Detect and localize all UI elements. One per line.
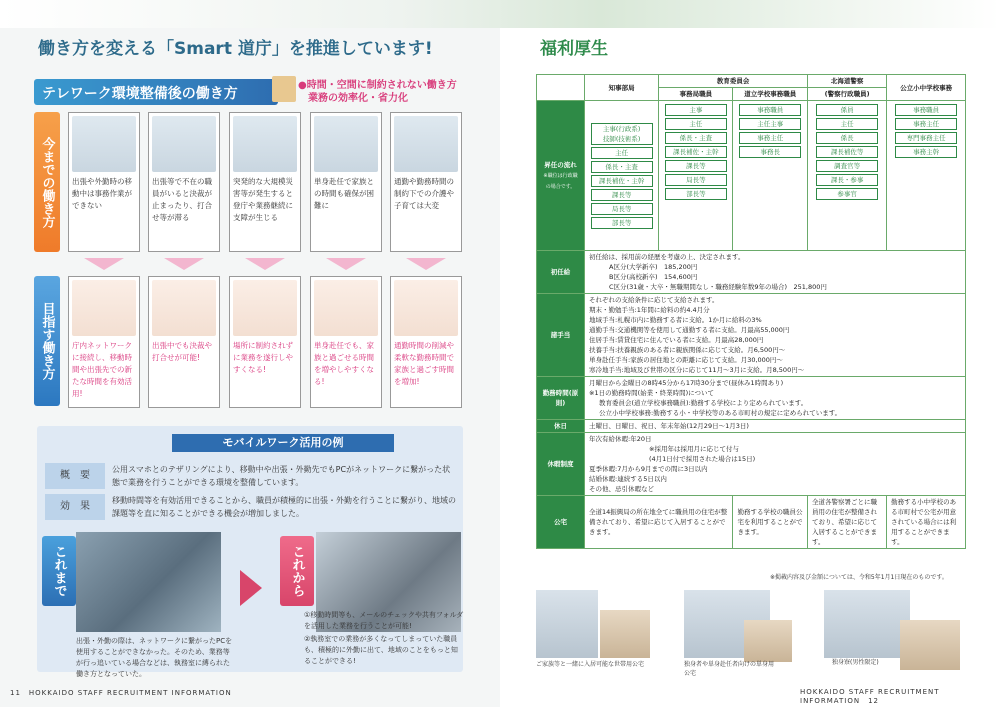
kosha-shochu: 勤務する小中学校のある市町村で公宅が用意されている場合には利用することができます。 (887, 496, 966, 549)
step-pill: 課長補佐等 (816, 146, 878, 158)
until-now-caption: 出張・外勤の際は、ネットワークに繋がったPCを使用することができなかった。そのため、業務等が行っ追いている場合などは、執務室に縛られた働き方となっていた。 (76, 637, 233, 678)
housing-photo-3 (824, 590, 910, 658)
text-line: 教育委員会(道立学校事務職員):勤務する学校により定められています。 (599, 399, 808, 407)
mobile-work-heading: モバイルワーク活用の例 (172, 434, 394, 452)
housing-caption-1: ご家族等と一緒に入居可能な世帯用公宅 (536, 661, 645, 668)
before-illustration-4 (314, 116, 378, 172)
chiji-steps (585, 101, 659, 251)
before-card-text: 突発的な大規模災害等が発生すると登庁や業務継続に支障が生じる (233, 177, 293, 222)
text-line: 結婚休暇:連続する5日以内 (589, 475, 667, 483)
step-pill: 主任 (591, 147, 653, 159)
text-line: 年次有給休暇:年20日 (589, 435, 652, 443)
telework-sub-line2: 業務の効率化・省力化 (308, 93, 408, 104)
shoninkyu-content (585, 251, 966, 294)
text-line: 単身赴任手当:家族の居住地との距離に応じて支給。月30,000円〜 (589, 356, 783, 364)
down-arrow-icon (326, 258, 366, 270)
text-line: 住居手当:賃貸住宅に住んでいる者に支給。月最高28,000円 (589, 336, 764, 344)
col-jimu: 事務局職員 (659, 88, 733, 101)
effect-label: 効 果 (45, 494, 105, 520)
step-pill: 係員 (816, 104, 878, 116)
step-pill: 事務主幹 (895, 146, 957, 158)
step-pill: 課長補佐・主幹 (591, 175, 653, 187)
before-card-text: 出張等で不在の職員がいると決裁が止まったり、打合せ等が滞る (152, 177, 212, 222)
welfare-table (536, 74, 966, 549)
text-line: 扶養手当:扶養親族のある者に親族関係に応じて支給。月6,500円〜 (589, 346, 786, 354)
col-keisatsu: 北海道警察 (808, 75, 887, 88)
step-pill: 事務主任 (895, 118, 957, 130)
down-arrow-icon (406, 258, 446, 270)
step-pill: 参事官 (816, 188, 878, 200)
after-card-4 (310, 276, 382, 408)
kyujitsu-content: 土曜日、日曜日、祝日、年末年始(12月29日〜1月3日) (585, 420, 966, 433)
before-card-text: 通勤や勤務時間の制約下での介護や子育ては大変 (394, 177, 454, 210)
keisatsu-steps (808, 101, 887, 251)
housing-photo-1 (536, 590, 598, 658)
before-card-text: 単身赴任で家族との時間も確保が困難に (314, 177, 374, 210)
after-card-5 (390, 276, 462, 408)
kosha-keisatsu: 全道各警察署ごとに職員用の住宅が整備されており、希望に応じて入居することができます。 (808, 496, 887, 549)
text-line: (4月1日付で採用された場合は15日) (649, 455, 756, 463)
after-card-3 (229, 276, 301, 408)
row-shoninkyu: 初任給 (537, 251, 585, 294)
text-line: 地域手当:札幌市内に勤務する者に支給。1か月に給料の3% (589, 316, 762, 324)
row-teate: 諸手当 (537, 294, 585, 377)
left-footer: 11 HOKKAIDO STAFF RECRUITMENT INFORMATION (10, 689, 232, 697)
after-illustration-1 (72, 280, 136, 336)
step-pill: 事務職員 (895, 104, 957, 116)
outline-text: 公用スマホとのテザリングにより、移動中や出張・外勤先でもPCがネットワークに繋がった状態で業務を行うことができる環境を整備しています。 (112, 465, 451, 487)
right-arrow-icon (240, 570, 262, 606)
from-now-caption-1: ①移動時間等も、メールのチェックや共有フォルダを活用した業務を行うことが可能! (304, 611, 464, 630)
before-card-5 (390, 112, 462, 252)
step-pill: 係長 (816, 132, 878, 144)
row-shonin (537, 101, 585, 251)
before-card-4 (310, 112, 382, 252)
right-page-title: 福利厚生 (540, 39, 608, 59)
step-pill: 局長等 (665, 174, 727, 186)
kyuka-content (585, 433, 966, 496)
housing-caption-2: 独身者や単身赴任者向けの単身用公宅 (684, 661, 775, 677)
kinmu-content (585, 377, 966, 420)
col-shochu: 公立小中学校事務 (887, 75, 966, 101)
after-card-text: 出張中でも決裁や打合せが可能! (152, 341, 212, 362)
row-kosha: 公宅 (537, 496, 585, 549)
text-line: 通勤手当:交通機関等を使用して通勤する者に支給。月最高55,000円 (589, 326, 790, 334)
before-illustration-5 (394, 116, 458, 172)
text-line: A区分(大学新卒) 185,200円 (609, 263, 698, 271)
telework-heading: テレワーク環境整備後の働き方 (34, 79, 278, 105)
after-card-text: 場所に制約されずに業務を遂行しやすくなる! (233, 341, 293, 374)
step-pill: 課長補佐・主幹 (665, 146, 727, 158)
before-illustration-2 (152, 116, 216, 172)
from-now-label: これから (280, 536, 314, 606)
down-arrow-icon (245, 258, 285, 270)
teate-content (585, 294, 966, 377)
text-line: 初任給は、採用前の経歴を考慮の上、決定されます。 (589, 253, 745, 261)
after-card-text: 単身赴任でも、家族と過ごせる時間を増やしやすくなる! (314, 341, 374, 386)
text-line: 寒冷地手当:地域及び世帯の区分に応じて11月〜3月に支給。月8,500円〜 (589, 366, 805, 374)
step-pill: 主任 (665, 118, 727, 130)
step-pill: 課長等 (665, 160, 727, 172)
step-pill: 事務職員 (739, 104, 801, 116)
before-card-text: 出張や外勤時の移動中は事務作業ができない (72, 177, 132, 210)
from-now-caption-2: ②執務室での業務が多くなってしまっていた職員も、積極的に外勤に出て、地域のことをもっと知ることができる! (304, 635, 458, 665)
col-kyoiku: 教育委員会 (659, 75, 808, 88)
row-shonin-note: ※職位は行政職の場合です。 (543, 172, 578, 190)
text-line: 期末・勤勉手当:1年間に給料の約4.4月分 (589, 306, 710, 314)
step-pill: 部長等 (591, 217, 653, 229)
text-line: ※1日の勤務時間(始業・終業時間)について (589, 389, 715, 397)
kosha-gakko: 勤務する学校の職員公宅を利用することができます。 (733, 496, 808, 549)
step-pill: 主事 (665, 104, 727, 116)
text-line: B区分(高校新卒) 154,600円 (609, 273, 698, 281)
text-line: ※採用年は採用月に応じて付与 (649, 445, 739, 453)
outline-label: 概 要 (45, 463, 105, 489)
until-now-label: これまで (42, 536, 76, 606)
step-pill: 主任 (816, 118, 878, 130)
step-pill: 主任主事 (739, 118, 801, 130)
step-pill: 事務長 (739, 146, 801, 158)
before-illustration-1 (72, 116, 136, 172)
before-illustration-3 (233, 116, 297, 172)
step-pill: 課長・参事 (816, 174, 878, 186)
gakko-steps (733, 101, 808, 251)
housing-caption-3: 独身寮(男性限定) (832, 659, 879, 666)
right-footer: HOKKAIDO STAFF RECRUITMENT INFORMATION 12 (800, 688, 940, 705)
before-card-2 (148, 112, 220, 252)
col-gakko: 道立学校事務職員 (733, 88, 808, 101)
step-pill: 主事(行政系) 技師(技術系) (591, 123, 653, 145)
office-work-photo (76, 532, 221, 632)
after-label: 目指す働き方 (34, 276, 60, 406)
telework-subtitle (298, 79, 457, 105)
after-illustration-3 (233, 280, 297, 336)
step-pill: 課長等 (591, 189, 653, 201)
step-pill: 係長・主査 (665, 132, 727, 144)
text-line: 夏季休暇:7月から9月までの間に3日以内 (589, 465, 708, 473)
after-card-text: 通勤時間の削減や柔軟な勤務時間で家族と過ごす時間を増加! (394, 341, 454, 386)
top-decor-band (0, 0, 1000, 28)
after-card-2 (148, 276, 220, 408)
before-label: 今までの働き方 (34, 112, 60, 252)
after-card-1 (68, 276, 140, 408)
after-illustration-4 (314, 280, 378, 336)
down-arrow-icon (164, 258, 204, 270)
step-pill: 専門事務主任 (895, 132, 957, 144)
col-keisatsu-sub: (警察行政職員) (808, 88, 887, 101)
telework-illustration-icon (272, 76, 296, 102)
step-pill: 調査官等 (816, 160, 878, 172)
row-kinmu: 勤務時間(原則) (537, 377, 585, 420)
text-line: 月曜日から金曜日の8時45分から17時30分まで(昼休み1時間あり) (589, 379, 784, 387)
text-line: それぞれの支給条件に応じて支給されます。 (589, 296, 719, 304)
housing-interior-photo-2 (744, 620, 792, 662)
after-illustration-2 (152, 280, 216, 336)
step-pill: 部長等 (665, 188, 727, 200)
row-shonin-label: 昇任の流れ (544, 160, 577, 169)
housing-interior-photo-1 (600, 610, 650, 658)
effect-text: 移動時間等を有効活用できることから、職員が積極的に出張・外勤を行うことに繋がり、地域の課題等を直に知ることができる機会が増加しました。 (112, 496, 456, 518)
shochu-steps (887, 101, 966, 251)
after-card-text: 庁内ネットワークに接続し、移動時間や出張先での新たな時間を有効活用! (72, 341, 132, 398)
col-chiji: 知事部局 (585, 75, 659, 101)
after-illustration-5 (394, 280, 458, 336)
step-pill: 局長等 (591, 203, 653, 215)
telework-sub-line1: ●時間・空間に制約されない働き方 (298, 80, 457, 91)
text-line: その他、忌引休暇など (589, 485, 654, 493)
table-note: ※掲載内容及び金額については、令和5年1月1日現在のものです。 (770, 574, 948, 581)
jimu-steps (659, 101, 733, 251)
left-page-title: 働き方を変える「Smart 道庁」を推進しています! (38, 39, 433, 59)
down-arrow-icon (84, 258, 124, 270)
before-card-1 (68, 112, 140, 252)
before-card-3 (229, 112, 301, 252)
text-line: 公立小中学校事務:勤務する小・中学校等のある市町村の規定に定められています。 (599, 409, 842, 417)
row-kyujitsu: 休日 (537, 420, 585, 433)
step-pill: 係長・主査 (591, 161, 653, 173)
step-pill: 事務主任 (739, 132, 801, 144)
kosha-chiji: 全道14振興局の所在地全てに職員用の住宅が整備されており、希望に応じて入居することができます。 (585, 496, 733, 549)
text-line: C区分(31歳・大卒・無職期間なし・職務経験年数9年の場合) 251,800円 (609, 283, 827, 291)
row-kyuka: 休暇制度 (537, 433, 585, 496)
